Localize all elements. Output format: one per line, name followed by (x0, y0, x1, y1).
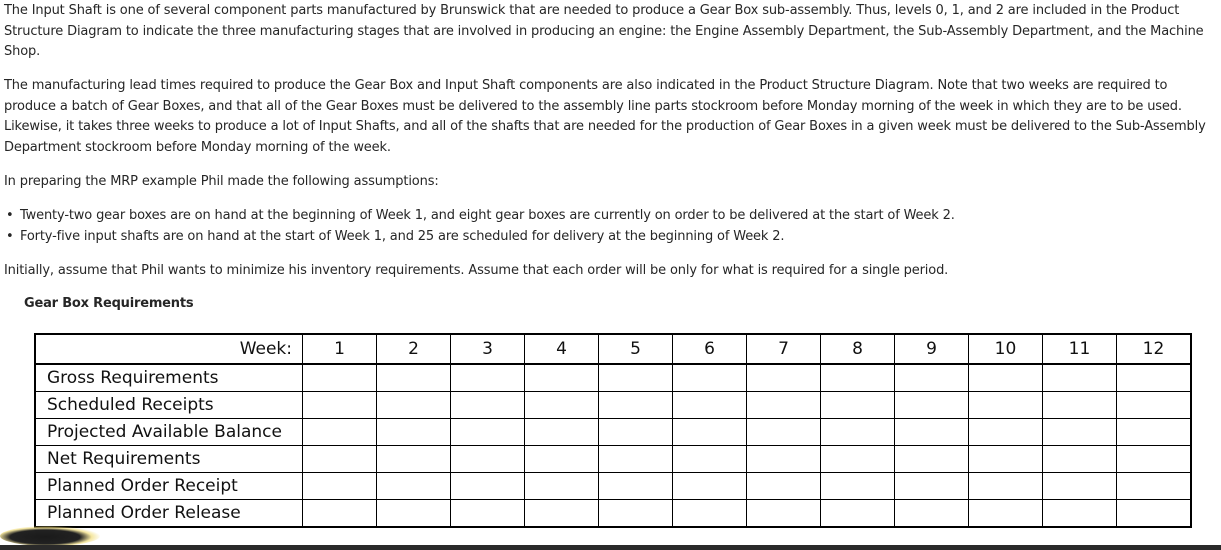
entry-cell[interactable] (673, 392, 747, 419)
entry-cell[interactable] (1043, 392, 1117, 419)
row-label: Scheduled Receipts (35, 392, 303, 419)
entry-cell[interactable] (895, 473, 969, 500)
entry-cell[interactable] (747, 500, 821, 528)
entry-cell[interactable] (969, 364, 1043, 392)
entry-cell[interactable] (303, 473, 377, 500)
entry-cell[interactable] (969, 446, 1043, 473)
entry-cell[interactable] (599, 392, 673, 419)
row-label: Projected Available Balance (35, 419, 303, 446)
entry-cell[interactable] (969, 419, 1043, 446)
row-label: Planned Order Release (35, 500, 303, 528)
entry-cell[interactable] (747, 392, 821, 419)
entry-cell[interactable] (377, 392, 451, 419)
entry-cell[interactable] (303, 446, 377, 473)
entry-cell[interactable] (821, 500, 895, 528)
table-row (35, 419, 1191, 446)
week-10: 10 (969, 334, 1043, 364)
entry-cell[interactable] (599, 419, 673, 446)
entry-cell[interactable] (525, 473, 599, 500)
entry-cell[interactable] (673, 473, 747, 500)
entry-cell[interactable] (525, 419, 599, 446)
week-4: 4 (525, 334, 599, 364)
entry-cell[interactable] (1043, 473, 1117, 500)
entry-cell[interactable] (673, 419, 747, 446)
entry-cell[interactable] (747, 364, 821, 392)
bottom-bar (0, 545, 1221, 550)
entry-cell[interactable] (895, 419, 969, 446)
assumptions-list (4, 206, 955, 247)
week-8: 8 (821, 334, 895, 364)
entry-cell[interactable] (895, 392, 969, 419)
week-5: 5 (599, 334, 673, 364)
entry-cell[interactable] (303, 419, 377, 446)
entry-cell[interactable] (525, 446, 599, 473)
week-7: 7 (747, 334, 821, 364)
week-12: 12 (1117, 334, 1192, 364)
entry-cell[interactable] (599, 473, 673, 500)
entry-cell[interactable] (377, 446, 451, 473)
entry-cell[interactable] (1043, 500, 1117, 528)
entry-cell[interactable] (1043, 446, 1117, 473)
week-11: 11 (1043, 334, 1117, 364)
entry-cell[interactable] (1117, 500, 1192, 528)
entry-cell[interactable] (1117, 419, 1192, 446)
week-9: 9 (895, 334, 969, 364)
entry-cell[interactable] (451, 364, 525, 392)
assumption-gear-boxes: • Twenty-two gear boxes are on hand at the beginning of Week 1, and eight gear boxes are currently on order to be delivered at the start of Week 2. (4, 206, 955, 227)
row-label: Planned Order Receipt (35, 473, 303, 500)
entry-cell[interactable] (303, 364, 377, 392)
entry-cell[interactable] (1117, 473, 1192, 500)
entry-cell[interactable] (303, 392, 377, 419)
entry-cell[interactable] (895, 500, 969, 528)
entry-cell[interactable] (451, 419, 525, 446)
entry-cell[interactable] (377, 473, 451, 500)
entry-cell[interactable] (451, 392, 525, 419)
entry-cell[interactable] (1043, 419, 1117, 446)
entry-cell[interactable] (673, 500, 747, 528)
table-row (35, 446, 1191, 473)
entry-cell[interactable] (969, 392, 1043, 419)
week-6: 6 (673, 334, 747, 364)
gear-box-requirements-table (34, 333, 1192, 528)
entry-cell[interactable] (969, 473, 1043, 500)
row-label: Net Requirements (35, 446, 303, 473)
entry-cell[interactable] (451, 500, 525, 528)
assumption-input-shafts: • Forty-five input shafts are on hand at the start of Week 1, and 25 are scheduled for delivery at the beginning of Week 2. (4, 227, 955, 248)
table-heading: Gear Box Requirements (24, 296, 194, 311)
table-row (35, 473, 1191, 500)
intro-paragraph: The Input Shaft is one of several component parts manufactured by Brunswick that are needed to produce a Gear Box sub-assembly. Thus, levels 0, 1, and 2 are included in the Product Structure Diagram to indicate the three manufacturing stages that are involved in producing an engine: the Engine Assembly Department, the Sub-Assembly Department, and the Machine Shop. (4, 3, 1204, 59)
entry-cell[interactable] (821, 419, 895, 446)
entry-cell[interactable] (895, 364, 969, 392)
table-row (35, 500, 1191, 528)
entry-cell[interactable] (1117, 446, 1192, 473)
entry-cell[interactable] (525, 392, 599, 419)
week-label: Week: (35, 334, 303, 364)
entry-cell[interactable] (525, 500, 599, 528)
table-row (35, 364, 1191, 392)
entry-cell[interactable] (747, 473, 821, 500)
ink-smudge (0, 526, 100, 546)
entry-cell[interactable] (747, 419, 821, 446)
entry-cell[interactable] (821, 364, 895, 392)
table-row (35, 392, 1191, 419)
week-3: 3 (451, 334, 525, 364)
entry-cell[interactable] (1117, 364, 1192, 392)
entry-cell[interactable] (599, 500, 673, 528)
entry-cell[interactable] (821, 473, 895, 500)
entry-cell[interactable] (821, 392, 895, 419)
entry-cell[interactable] (673, 446, 747, 473)
entry-cell[interactable] (747, 446, 821, 473)
entry-cell[interactable] (599, 446, 673, 473)
entry-cell[interactable] (451, 446, 525, 473)
entry-cell[interactable] (673, 364, 747, 392)
week-2: 2 (377, 334, 451, 364)
week-1: 1 (303, 334, 377, 364)
entry-cell[interactable] (451, 473, 525, 500)
entry-cell[interactable] (377, 500, 451, 528)
week-header-row (35, 334, 1191, 364)
entry-cell[interactable] (303, 500, 377, 528)
entry-cell[interactable] (1043, 364, 1117, 392)
assumptions-intro: In preparing the MRP example Phil made the following assumptions: (4, 174, 439, 189)
lead-times-paragraph: The manufacturing lead times required to produce the Gear Box and Input Shaft components are also indicated in the Product Structure Diagram. Note that two weeks are required to produce a batch of Gear Boxes, and that all of the Gear Boxes must be delivered to the assembly line parts stockroom before Monday morning of the week in which they are to be used. Likewise, it takes three weeks to produce a lot of Input Shafts, and all of the shafts that are needed for the production of Gear Boxes in a given week must be delivered to the Sub-Assembly Department stockroom before Monday morning of the week. (4, 78, 1206, 155)
entry-cell[interactable] (1117, 392, 1192, 419)
entry-cell[interactable] (377, 364, 451, 392)
entry-cell[interactable] (821, 446, 895, 473)
row-label: Gross Requirements (35, 364, 303, 392)
entry-cell[interactable] (377, 419, 451, 446)
entry-cell[interactable] (969, 500, 1043, 528)
entry-cell[interactable] (599, 364, 673, 392)
entry-cell[interactable] (525, 364, 599, 392)
instruction-paragraph: Initially, assume that Phil wants to minimize his inventory requirements. Assume that each order will be only for what is required for a single period. (4, 263, 949, 278)
entry-cell[interactable] (895, 446, 969, 473)
